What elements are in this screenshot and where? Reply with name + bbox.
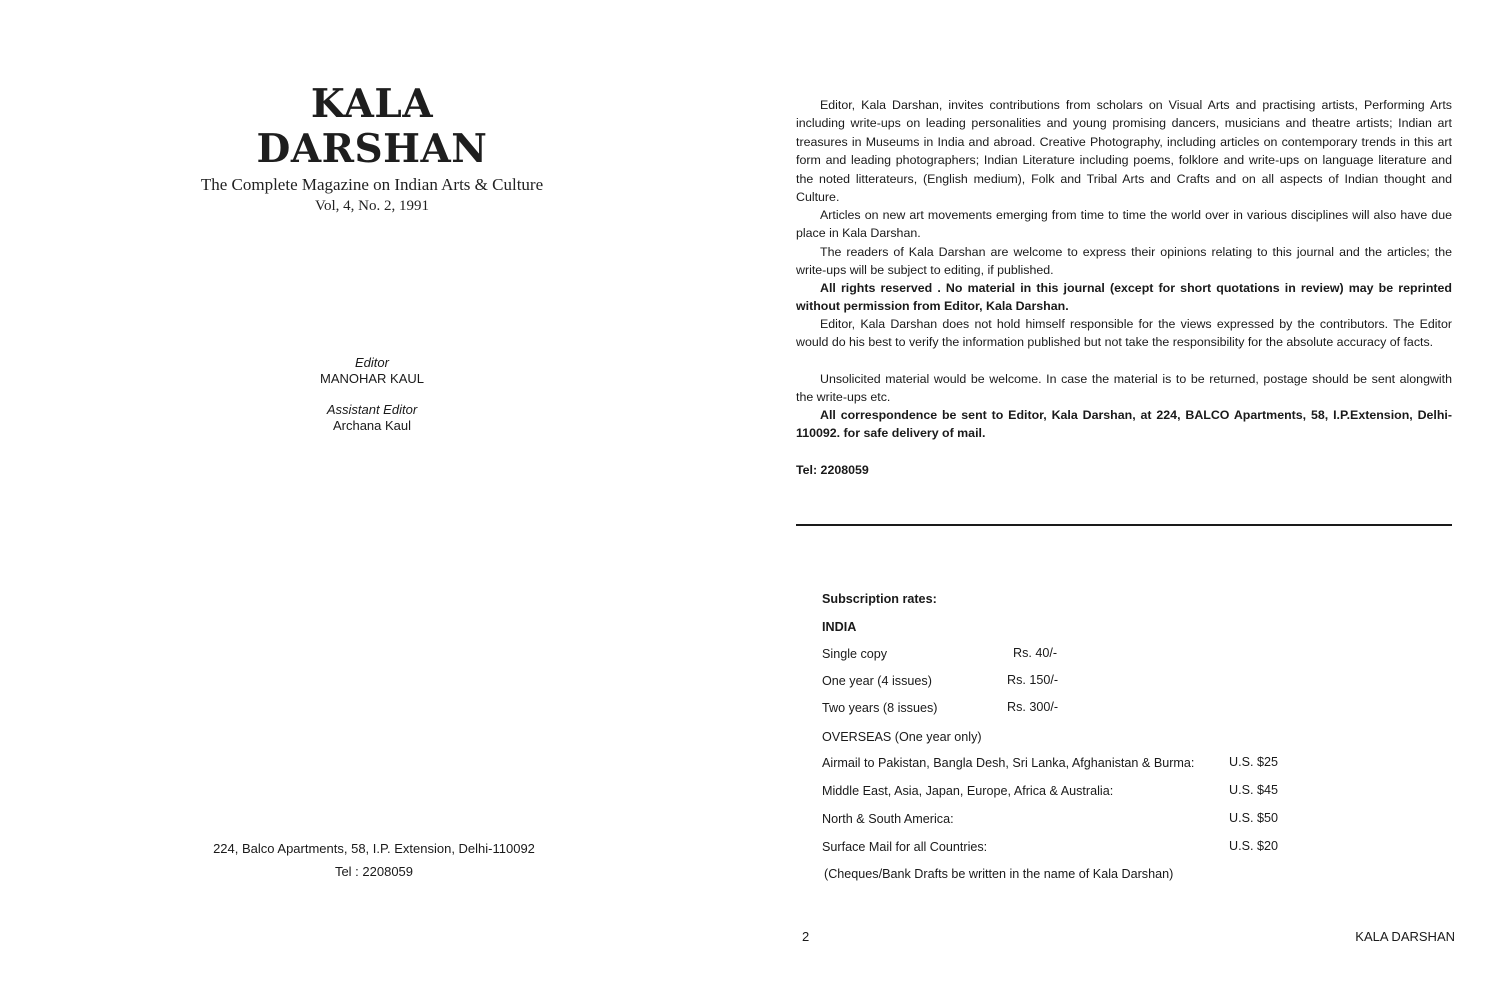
correspondence-paragraph: All correspondence be sent to Editor, Kala Darshan, at 224, BALCO Apartments, 58, I.P.Extension, Delhi-110092. for safe delivery of mail.: [796, 408, 1452, 441]
rights-reserved-paragraph: All rights reserved . No material in this journal (except for short quotations in review) may be reprinted without permission from Editor, Kala Darshan.: [796, 281, 1452, 314]
editor-role: Editor: [355, 355, 389, 370]
volume-info: Vol, 4, No. 2, 1991: [315, 198, 429, 214]
india-rate-price: Rs. 40/-: [1013, 646, 1058, 660]
overseas-rate-price: U.S. $25: [1229, 755, 1279, 769]
overseas-rate-price: U.S. $20: [1229, 839, 1279, 853]
subscription-heading: Subscription rates:: [822, 592, 937, 606]
overseas-rate-label: Surface Mail for all Countries:: [822, 840, 988, 854]
overseas-rate-label: Airmail to Pakistan, Bangla Desh, Sri Lanka, Afghanistan & Burma:: [822, 756, 1195, 770]
editor-credit: [0, 355, 744, 387]
art-movements-paragraph: Articles on new art movements emerging from time to time the world over in various disciplines will also have due place in Kala Darshan.: [796, 208, 1452, 241]
overseas-rate-price: U.S. $50: [1229, 811, 1279, 825]
assistant-editor-name: Archana Kaul: [332, 418, 412, 433]
assistant-editor-role: Assistant Editor: [326, 402, 418, 417]
india-rate-label: Single copy: [822, 647, 888, 661]
publisher-tel: Tel : 2208059: [334, 864, 414, 879]
readers-opinions-paragraph: The readers of Kala Darshan are welcome to express their opinions relating to this journal and the articles; the write-ups will be subject to editing, if published.: [796, 245, 1452, 278]
disclaimer-paragraph: Editor, Kala Darshan does not hold himself responsible for the views expressed by the contributors. The Editor would do his best to verify the information published but not take the responsibility for the absolute accuracy of facts.: [796, 317, 1452, 350]
india-rate-label: One year (4 issues): [822, 674, 932, 688]
india-rate-price: Rs. 300/-: [1007, 700, 1059, 714]
running-title: KALA DARSHAN: [1355, 929, 1455, 944]
magazine-subtitle: The Complete Magazine on Indian Arts & Culture: [200, 175, 544, 194]
publisher-address-block: [0, 837, 748, 883]
contact-tel: Tel: 2208059: [796, 463, 869, 477]
magazine-title-line1: KALA: [310, 81, 434, 127]
overseas-rate-label: North & South America:: [822, 812, 954, 826]
overseas-heading: OVERSEAS (One year only): [822, 730, 982, 744]
india-heading: INDIA: [822, 620, 857, 634]
overseas-rate-label: Middle East, Asia, Japan, Europe, Africa & Australia:: [822, 784, 1114, 798]
india-rate-label: Two years (8 issues): [822, 701, 938, 715]
editor-name: MANOHAR KAUL: [319, 371, 425, 386]
page-number: 2: [802, 929, 810, 944]
payment-note: (Cheques/Bank Drafts be written in the name of Kala Darshan): [824, 867, 1174, 881]
right-page: [748, 0, 1495, 1000]
magazine-title-line2: DARSHAN: [256, 126, 488, 172]
assistant-editor-credit: [0, 402, 744, 434]
india-rate-price: Rs. 150/-: [1007, 673, 1059, 687]
section-divider: [796, 524, 1452, 526]
overseas-rate-price: U.S. $45: [1229, 783, 1279, 797]
contributions-paragraph: Editor, Kala Darshan, invites contributions from scholars on Visual Arts and practising artists, Performing Arts including write-ups on leading personalities and young promising dancers, musicians and theatre artists; Indian art treasures in Museums in India and abroad. Creative Photography, including articles on contemporary trends in this art form and leading photographers; Indian Literature including poems, folklore and write-ups on language literature and the noted litterateurs, (English medium), Folk and Tribal Arts and Crafts and on all aspects of Indian thought and Culture.: [796, 98, 1452, 205]
unsolicited-material-paragraph: Unsolicited material would be welcome. In case the material is to be returned, postage should be sent alongwith the write-ups etc.: [796, 372, 1452, 405]
publisher-address: 224, Balco Apartments, 58, I.P. Extension, Delhi-110092: [213, 841, 535, 856]
